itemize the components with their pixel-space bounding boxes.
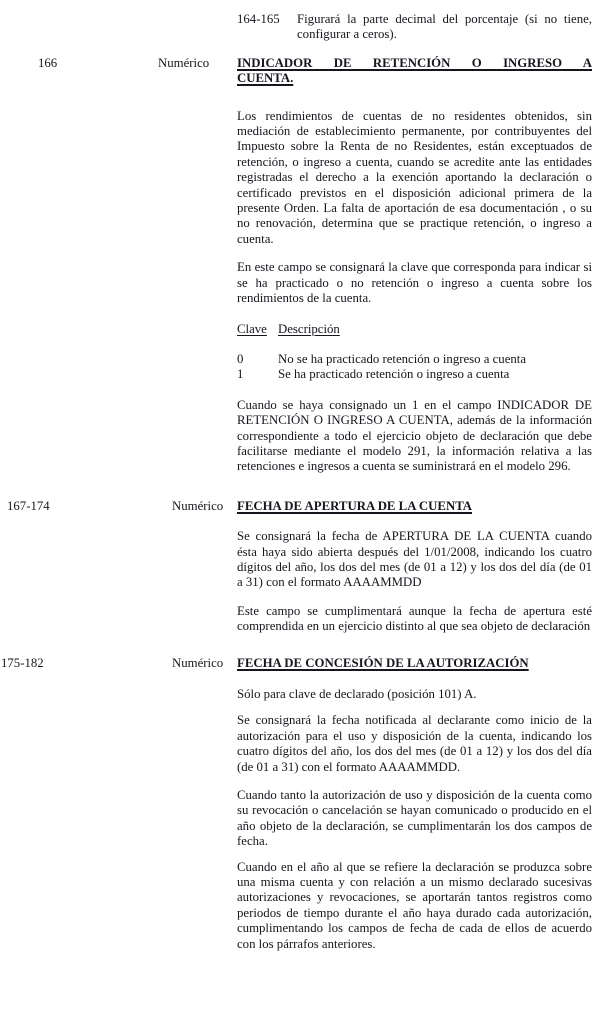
- field-positions-label: 164-165: [237, 12, 280, 26]
- field-type-label: Numérico: [158, 55, 210, 70]
- descripcion-header-label: Descripción: [278, 321, 340, 336]
- field-type-label: Numérico: [172, 498, 224, 513]
- field-type-label: Numérico: [172, 655, 224, 670]
- section-title-line: FECHA DE CONCESIÓN DE LA AUTORIZACIÓN: [237, 655, 529, 670]
- section-title-line: FECHA DE APERTURA DE LA CUENTA: [237, 498, 473, 513]
- clave-table-row: [237, 352, 592, 367]
- paragraph: Cuando se haya consignado un 1 en el campo INDICADOR DE RETENCIÓN O INGRESO A CUENTA, además de la información correspondiente a todo el ejercicio objeto de declaración que debe facilitarse mediante el modelo 291, la información relativa a las retenciones e ingresos a cuenta se suministrará en el modelo 296.: [237, 397, 592, 474]
- paragraph: Los rendimientos de cuentas de no residentes obtenidos, sin mediación de establecimiento permanente, por contribuyentes del Impuesto sobre la Renta de no Residentes, están exceptuados de retención, o ingreso a cuenta, cuando se acredite ante las entidades registradas el derecho a la exención aportando la declaración o certificado previstos en el disposición adicional primera de la presente Orden. La falta de aportación de esa documentación , o su no renovación, determina que se practique retención, o ingreso a cuenta.: [237, 108, 592, 246]
- section-167-174: [0, 499, 609, 635]
- paragraph: En este campo se consignará la clave que corresponda para indicar si se ha practicado o no retención o ingreso a cuenta sobre los rendimientos de la cuenta.: [237, 260, 592, 306]
- paragraph: Este campo se cumplimentará aunque la fecha de apertura esté comprendida en un ejercicio distinto al que sea objeto de declaración: [237, 603, 592, 634]
- section-title: [237, 499, 592, 514]
- clave-header-label: Clave: [237, 321, 267, 336]
- clave-table-header: [237, 322, 592, 337]
- section-title-line: INDICADOR DE RETENCIÓN O INGRESO A: [237, 55, 592, 70]
- section-title-line: CUENTA.: [237, 71, 294, 86]
- clave-value: 0: [237, 351, 244, 366]
- paragraph: Se consignará la fecha de APERTURA DE LA CUENTA cuando ésta haya sido abierta después del 1/01/2008, indicando los cuatro dígitos del año, los dos del mes (de 01 a 12) y los dos del día (de 01 a 31) con el formato AAAAMMDD: [237, 529, 592, 590]
- field-description: Figurará la parte decimal del porcentaje (si no tiene, configurar a ceros).: [297, 12, 592, 42]
- clave-description: Se ha practicado retención o ingreso a cuenta: [278, 367, 510, 382]
- section-175-182: [0, 656, 609, 953]
- paragraph: Sólo para clave de declarado (posición 101) A.: [237, 687, 477, 701]
- clave-table-body: [0, 352, 609, 383]
- section-title: [237, 56, 592, 87]
- field-positions-label: 167-174: [7, 498, 50, 513]
- field-positions-label: 175-182: [1, 655, 44, 670]
- paragraph: Cuando tanto la autorización de uso y disposición de la cuenta como su revocación o cancelación se hayan comunicado o producido en el año objeto de la declaración, se cumplimentarán los dos campos de fecha.: [237, 788, 592, 849]
- field-item-164-165: [237, 12, 592, 43]
- section-title: [237, 656, 592, 671]
- paragraph: Se consignará la fecha notificada al declarante como inicio de la autorización para el uso y disposición de la cuenta, indicando los cuatro dígitos del año, los dos del mes (de 01 a 12) y los dos del día (de 01 a 31) con el formato AAAAMMDD.: [237, 713, 592, 774]
- clave-table-row: [237, 367, 592, 382]
- clave-description: No se ha practicado retención o ingreso a cuenta: [278, 351, 527, 366]
- clave-value: 1: [237, 367, 244, 382]
- field-positions-label: 166: [38, 55, 58, 70]
- paragraph: Cuando en el año al que se refiere la declaración se produzca sobre una misma cuenta y con relación a un mismo declarado sucesivas autorizaciones y revocaciones, se aportarán tantos registros como periodos de tiempo durante el año haya durado cada autorización, cumplimentando los campos de fecha de cada de ellos de acuerdo con los párrafos anteriores.: [237, 859, 592, 951]
- section-166: [0, 56, 609, 475]
